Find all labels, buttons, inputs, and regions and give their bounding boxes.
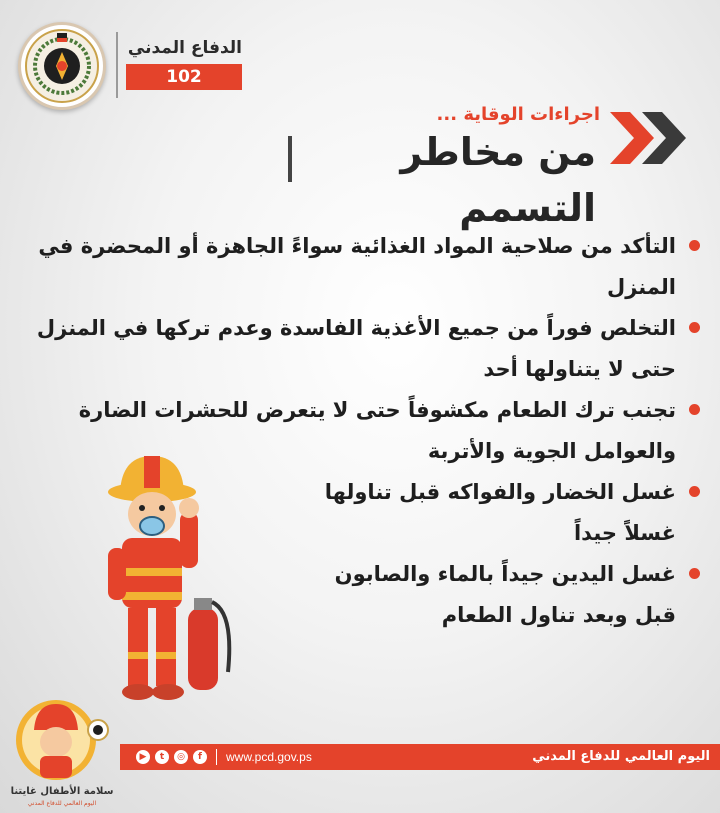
title-accent-bar <box>288 136 292 182</box>
tip-item <box>30 308 710 390</box>
bullet-icon <box>689 486 700 497</box>
organization-name: الدفاع المدني <box>127 38 242 58</box>
tip-text: التخلص فوراً من جميع الأغذية الفاسدة وعدم تركها في المنزل حتى لا يتناولها أحد <box>36 316 676 381</box>
double-chevron-icon <box>606 108 690 168</box>
civil-defense-logo <box>18 22 106 110</box>
kids-safety-caption: سلامة الأطفال غايتنا <box>10 786 114 797</box>
tip-item <box>30 226 710 308</box>
bullet-icon <box>689 322 700 333</box>
kids-safety-subcaption: اليوم العالمي للدفاع المدني <box>27 800 97 807</box>
page-title: من مخاطر التسمم <box>400 130 596 230</box>
header-divider <box>116 32 118 98</box>
tip-item <box>306 472 710 554</box>
tip-item <box>306 554 710 636</box>
kids-safety-logo <box>10 690 110 786</box>
title-prefix: اجراءات الوقاية ... <box>436 104 600 125</box>
tip-text: تجنب ترك الطعام مكشوفاً حتى لا يتعرض للحشرات الضارة والعوامل الجوية والأتربة <box>78 398 676 463</box>
website-link[interactable]: www.pcd.gov.ps <box>226 750 312 764</box>
hotline-badge: 102 <box>126 64 242 90</box>
tip-text: التأكد من صلاحية المواد الغذائية سواءً الجاهزة أو المحضرة في المنزل <box>38 234 676 299</box>
twitter-icon[interactable]: t <box>155 750 169 764</box>
campaign-label: اليوم العالمي للدفاع المدني <box>532 749 710 764</box>
firefighter-illustration <box>100 452 250 717</box>
instagram-icon[interactable]: ◎ <box>174 750 188 764</box>
bullet-icon <box>689 404 700 415</box>
youtube-icon[interactable]: ▶ <box>136 750 150 764</box>
facebook-icon[interactable]: f <box>193 750 207 764</box>
footer-contacts <box>136 744 312 770</box>
footer-separator <box>216 749 217 765</box>
tip-text: غسل الخضار والفواكه قبل تناولها غسلاً جيداً <box>324 480 676 545</box>
bullet-icon <box>689 568 700 579</box>
bullet-icon <box>689 240 700 251</box>
tip-text: غسل اليدين جيداً بالماء والصابون قبل وبعد تناول الطعام <box>334 562 676 627</box>
